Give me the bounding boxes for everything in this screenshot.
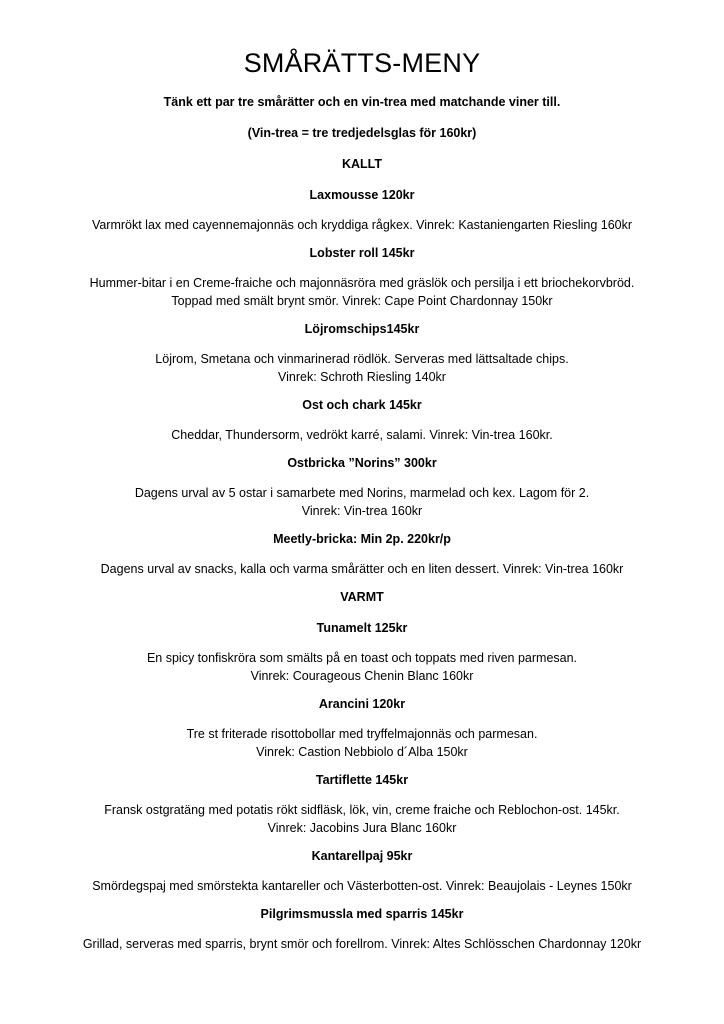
section-heading: KALLT: [341, 157, 383, 171]
dish-description-line: Tre st friterade risottobollar med tryffelmajonnäs och parmesan.: [186, 727, 538, 741]
dish-item: [0, 245, 724, 310]
dish-description-line: Dagens urval av 5 ostar i samarbete med Norins, marmelad och kex. Lagom för 2.: [134, 486, 590, 500]
dish-item: [0, 397, 724, 444]
dish-name: Löjromschips145kr: [304, 322, 420, 336]
dish-name: Tartiflette 145kr: [315, 773, 409, 787]
dish-description: [0, 935, 724, 953]
dish-item: [0, 531, 724, 578]
dish-description: [0, 484, 724, 520]
dish-description: [0, 350, 724, 386]
intro-line: (Vin-trea = tre tredjedelsglas för 160kr): [247, 126, 477, 140]
dish-item: [0, 620, 724, 685]
dish-description-line: Vinrek: Castion Nebbiolo d´Alba 150kr: [256, 745, 468, 759]
dish-name: Arancini 120kr: [318, 697, 406, 711]
dish-description-line: Grillad, serveras med sparris, brynt smör och forellrom. Vinrek: Altes Schlösschen Chardonnay 120kr: [82, 937, 642, 951]
dish-name: Pilgrimsmussla med sparris 145kr: [260, 907, 464, 921]
dish-description: [0, 274, 724, 310]
dish-description-line: Hummer-bitar i en Creme-fraiche och majonnäsröra med gräslök och persilja i ett briochekorvbröd.: [89, 276, 635, 290]
dish-item: [0, 455, 724, 520]
dish-item: [0, 321, 724, 386]
section-heading: VARMT: [340, 590, 384, 604]
dish-description-line: Dagens urval av snacks, kalla och varma smårätter och en liten dessert. Vinrek: Vin-trea 160kr: [100, 562, 624, 576]
section-cold: [0, 156, 724, 578]
dish-description: [0, 216, 724, 234]
dish-name: Kantarellpaj 95kr: [311, 849, 413, 863]
dish-description-line: Smördegspaj med smörstekta kantareller och Västerbotten-ost. Vinrek: Beaujolais - Leynes 150kr: [92, 879, 632, 893]
dish-description: [0, 560, 724, 578]
dish-description-line: Löjrom, Smetana och vinmarinerad rödlök. Serveras med lättsaltade chips.: [155, 352, 569, 366]
dish-item: [0, 187, 724, 234]
dish-description: [0, 649, 724, 685]
dish-description-line: Fransk ostgratäng med potatis rökt sidfläsk, lök, vin, creme fraiche och Reblochon-ost. 145kr.: [104, 803, 620, 817]
dish-name: Meetly-bricka: Min 2p. 220kr/p: [273, 532, 451, 546]
dish-description-line: En spicy tonfiskröra som smälts på en toast och toppats med riven parmesan.: [146, 651, 578, 665]
menu-title: SMÅRÄTTS-MENY: [243, 48, 481, 78]
dish-description: [0, 725, 724, 761]
dish-name: Ost och chark 145kr: [302, 398, 422, 412]
dish-description-line: Vinrek: Courageous Chenin Blanc 160kr: [250, 669, 474, 683]
dish-description-line: Toppad med smält brynt smör. Vinrek: Cape Point Chardonnay 150kr: [171, 294, 553, 308]
dish-description: [0, 801, 724, 837]
dish-name: Ostbricka ”Norins” 300kr: [287, 456, 437, 470]
dish-description: [0, 877, 724, 895]
dish-name: Lobster roll 145kr: [309, 246, 415, 260]
dish-item: [0, 696, 724, 761]
dish-description-line: Vinrek: Vin-trea 160kr: [301, 504, 423, 518]
dish-name: Laxmousse 120kr: [309, 188, 415, 202]
dish-description-line: Varmrökt lax med cayennemajonnäs och kryddiga rågkex. Vinrek: Kastaniengarten Riesling 160kr: [91, 218, 633, 232]
dish-description-line: Vinrek: Schroth Riesling 140kr: [278, 370, 446, 384]
intro-line: Tänk ett par tre smårätter och en vin-trea med matchande viner till.: [163, 95, 561, 109]
dish-description: [0, 426, 724, 444]
dish-description-line: Vinrek: Jacobins Jura Blanc 160kr: [267, 821, 457, 835]
dish-item: [0, 772, 724, 837]
dish-item: [0, 848, 724, 895]
dish-item: [0, 906, 724, 953]
section-warm: [0, 589, 724, 953]
dish-description-line: Cheddar, Thundersorm, vedrökt karré, salami. Vinrek: Vin-trea 160kr.: [171, 428, 553, 442]
dish-name: Tunamelt 125kr: [316, 621, 408, 635]
